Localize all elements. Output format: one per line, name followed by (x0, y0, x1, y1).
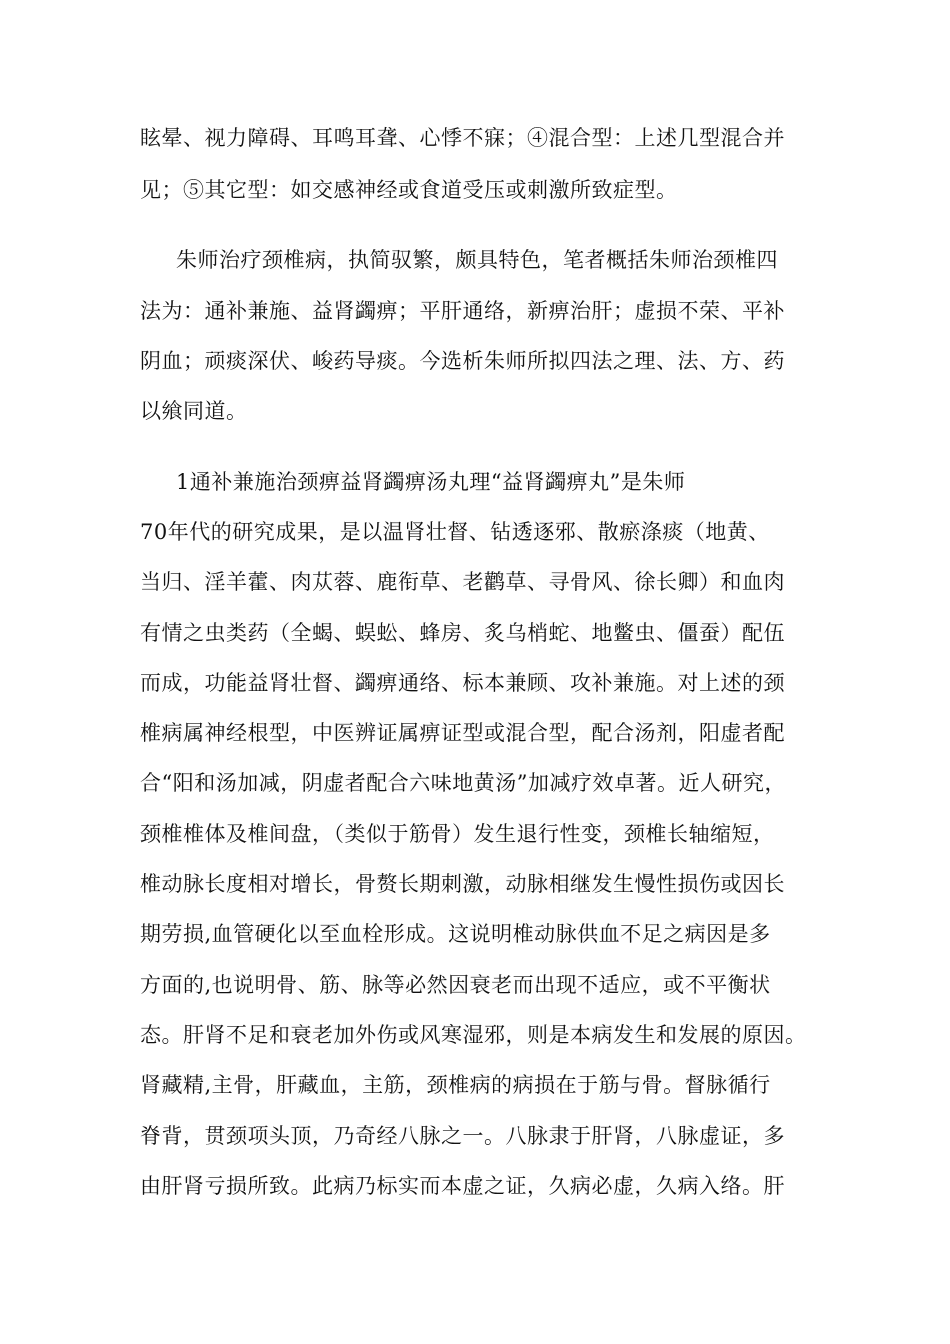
text-line: 由肝肾亏损所致。此病乃标实而本虚之证，久病必虚，久病入络。肝 (140, 1174, 785, 1198)
text-line: 法为：通补兼施、益肾蠲痹；平肝通络，新痹治肝；虚损不荣、平补 (140, 299, 785, 323)
text-line: 以飨同道。 (140, 399, 248, 423)
text-line: 有情之虫类药（全蝎、蜈蚣、蜂房、炙乌梢蛇、地鳖虫、僵蚕）配伍 (140, 621, 785, 645)
text-line: 颈椎椎体及椎间盘，（类似于筋骨）发生退行性变，颈椎长轴缩短， (140, 822, 775, 846)
text-line: 肾藏精,主骨，肝藏血，主筋，颈椎病的病损在于筋与骨。督脉循行 (140, 1073, 771, 1097)
text-line: 当归、淫羊藿、肉苁蓉、鹿衔草、老鹳草、寻骨风、徐长卿）和血肉 (140, 570, 785, 594)
text-line: 70年代的研究成果，是以温肾壮督、钻透逐邪、散瘀涤痰（地黄、 (140, 520, 770, 544)
paragraph-start-line: 朱师治疗颈椎病，执简驭繁，颇具特色，笔者概括朱师治颈椎四 (176, 248, 778, 272)
text-line: 见；⑤其它型：如交感神经或食道受压或刺激所致症型。 (140, 178, 678, 202)
text-line: 椎动脉长度相对增长，骨赘长期刺激，动脉相继发生慢性损伤或因长 (140, 872, 785, 896)
text-line: 合“阳和汤加减，阴虚者配合六味地黄汤”加减疗效卓著。近人研究， (140, 771, 786, 795)
text-line: 方面的,也说明骨、筋、脉等必然因衰老而出现不适应，或不平衡状 (140, 973, 771, 997)
text-line: 眩晕、视力障碍、耳鸣耳聋、心悸不寐；④混合型：上述几型混合并 (140, 126, 785, 150)
text-line: 椎病属神经根型，中医辨证属痹证型或混合型，配合汤剂，阳虚者配 (140, 721, 785, 745)
text-line: 期劳损,血管硬化以至血栓形成。这说明椎动脉供血不足之病因是多 (140, 922, 771, 946)
text-line: 脊背，贯颈项头顶，乃奇经八脉之一。八脉隶于肝肾，八脉虚证，多 (140, 1124, 785, 1148)
text-line: 态。肝肾不足和衰老加外伤或风寒湿邪，则是本病发生和发展的原因。 (140, 1023, 807, 1047)
text-line: 而成，功能益肾壮督、蠲痹通络、标本兼顾、攻补兼施。对上述的颈 (140, 671, 785, 695)
text-line: 阴血；顽痰深伏、峻药导痰。今选析朱师所拟四法之理、法、方、药 (140, 349, 785, 373)
section-heading-line: 1通补兼施治颈痹益肾蠲痹汤丸理“益肾蠲痹丸”是朱师 (176, 470, 686, 494)
